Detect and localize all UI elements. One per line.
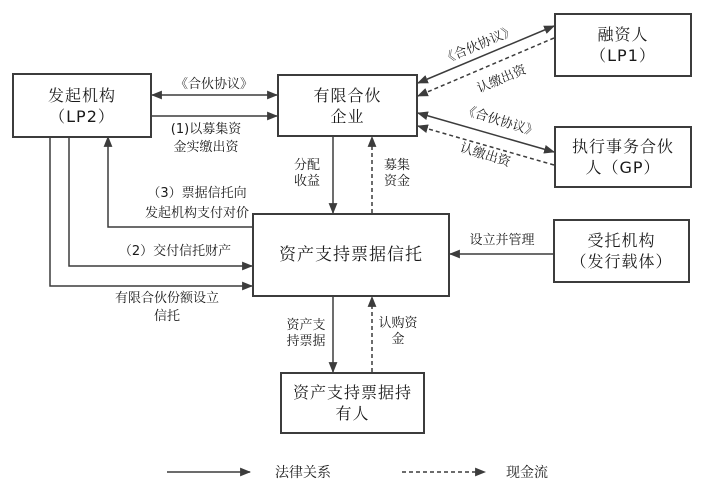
edge-label-partnership-agreement-lp1: 《合伙协议》 <box>439 23 518 68</box>
box-partnership-line1: 有限合伙 <box>313 85 382 105</box>
edge-label-step1: (1)以募集资 金实缴出资 <box>170 122 242 155</box>
box-financier-line2: （LP1） <box>590 46 656 65</box>
edge-label-subscribed-contribution-lp1: 认缴出资 <box>474 62 529 97</box>
box-holders-line2: 有人 <box>335 404 370 423</box>
edge-label-subscription-funds: 认购资 金 <box>378 316 418 347</box>
box-limited-partnership <box>277 74 418 137</box>
edge-label-abn-notes: 资产支 持票据 <box>286 318 326 349</box>
box-general-partner <box>554 126 692 188</box>
box-sponsor-line1: 发起机构 <box>47 85 116 105</box>
edge-label-partnership-agreement-gp: 《合伙协议》 <box>460 102 540 141</box>
edge-label-step3: （3）票据信托向 发起机构支付对价 <box>144 184 250 224</box>
edge-label-lp-share-trust: 有限合伙份额设立 信托 <box>114 291 220 324</box>
legend-legal-label: 法律关系 <box>275 465 331 481</box>
box-trustee-line2: （发行载体） <box>570 252 673 271</box>
box-abn-trust <box>252 213 450 297</box>
edge-label-step2: （2）交付信托财产 <box>118 244 232 259</box>
box-partnership-line2: 企业 <box>330 106 365 126</box>
box-holders-line1: 资产支持票据持 <box>292 383 412 402</box>
box-sponsor-line2: （LP2） <box>49 106 115 126</box>
edge-label-raised-funds: 募集 资金 <box>383 158 411 189</box>
box-financier-lp1 <box>554 13 692 77</box>
edge-label-distribute-income: 分配 收益 <box>293 158 321 189</box>
box-sponsor-lp2 <box>12 73 152 138</box>
edge-label-partnership-agreement-top: 《合伙协议》 <box>174 77 254 92</box>
box-trustee-line1: 受托机构 <box>587 231 656 250</box>
legend-cash-label: 现金流 <box>506 465 548 481</box>
box-note-holders <box>280 372 425 434</box>
box-gp-line2: 人（GP） <box>585 158 661 177</box>
box-financier-line1: 融资人 <box>597 25 649 44</box>
box-trustee-issuer <box>553 219 690 283</box>
box-gp-line1: 执行事务合伙 <box>571 137 674 156</box>
box-abn-trust-line1: 资产支持票据信托 <box>279 244 423 265</box>
edge-label-subscribed-contribution-gp: 认缴出资 <box>458 140 513 171</box>
edge-label-setup-and-manage: 设立并管理 <box>469 233 535 248</box>
